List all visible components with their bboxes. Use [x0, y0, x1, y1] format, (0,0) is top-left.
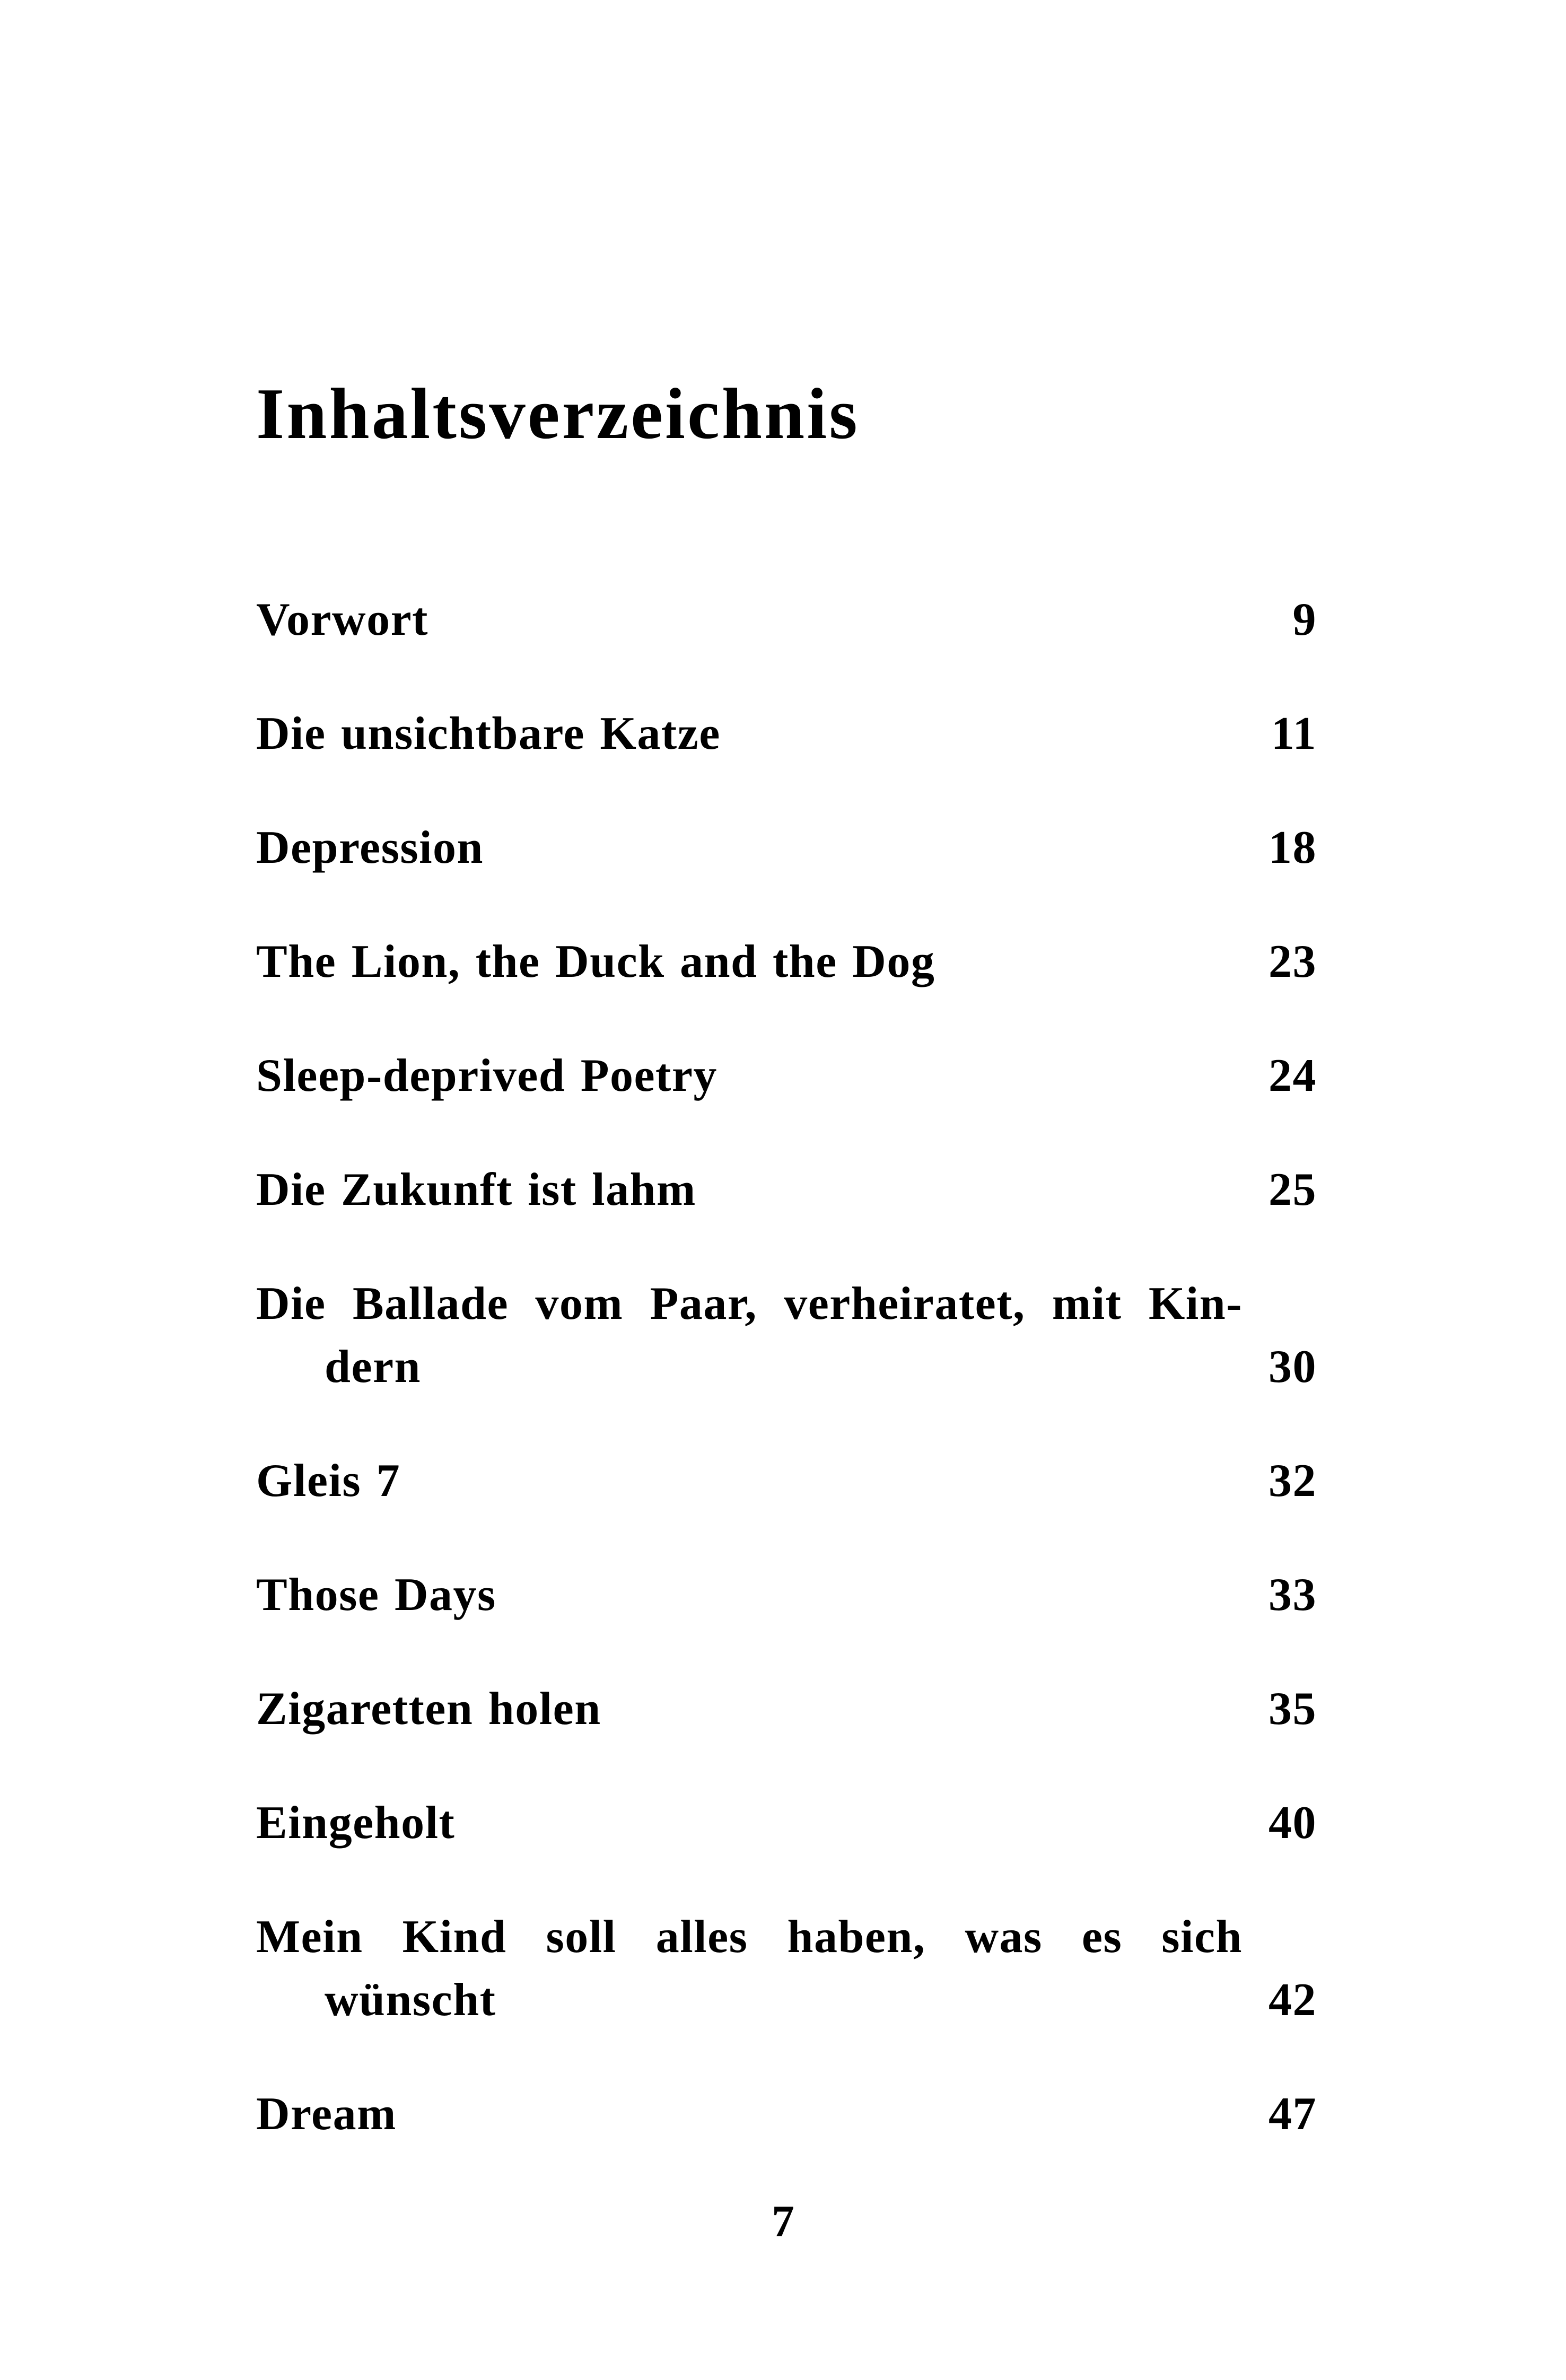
entry-title-line: The Lion, the Duck and the Dog: [256, 936, 935, 987]
entry-page-number: 33: [1268, 1569, 1317, 1621]
entry-title-line: Die unsichtbare Katze: [256, 708, 721, 759]
entry-page-number: 9: [1292, 594, 1317, 645]
entry-title-line: Those Days: [256, 1569, 496, 1621]
toc-entry: [256, 1158, 1317, 1221]
entry-title-line: dern: [325, 1341, 421, 1393]
entry-title-line: Vorwort: [256, 594, 428, 645]
entry-title-line: Eingeholt: [256, 1797, 456, 1849]
toc-entry: [256, 1272, 1317, 1398]
entry-page-number: 40: [1268, 1797, 1317, 1849]
entry-page-number: 18: [1268, 822, 1317, 873]
entry-page-number: 11: [1271, 708, 1317, 759]
entry-title-line: Die Zukunft ist lahm: [256, 1164, 696, 1215]
entry-page-number: 23: [1268, 936, 1317, 987]
toc-entry: [256, 930, 1317, 993]
toc-entry: [256, 702, 1317, 765]
toc-list: [256, 588, 1317, 2197]
entry-title-line: Depression: [256, 822, 484, 873]
entry-title-line: Sleep-deprived Poetry: [256, 1050, 718, 1101]
toc-entry: [256, 1791, 1317, 1854]
toc-entry: [256, 1677, 1317, 1740]
entry-title-line: Gleis 7: [256, 1455, 401, 1507]
toc-entry: [256, 588, 1317, 651]
toc-entry: [256, 2082, 1317, 2146]
entry-page-number: 25: [1268, 1164, 1317, 1215]
entry-page-number: 32: [1268, 1455, 1317, 1507]
entry-page-number: 30: [1268, 1341, 1317, 1393]
toc-entry: [256, 1449, 1317, 1512]
entry-title-line: Die Ballade vom Paar, verheiratet, mit Kin-: [256, 1278, 1243, 1329]
toc-entry: [256, 1563, 1317, 1626]
entry-title-line: Mein Kind soll alles haben, was es sich: [256, 1911, 1243, 1963]
entry-title-line: Dream: [256, 2088, 397, 2140]
page-title: Inhaltsverzeichnis: [256, 373, 860, 454]
toc-entry: [256, 1905, 1317, 2032]
entry-page-number: 35: [1268, 1683, 1317, 1735]
folio-page-number: 7: [772, 2197, 794, 2246]
entry-title-line: wünscht: [325, 1974, 496, 2026]
entry-page-number: 24: [1268, 1050, 1317, 1101]
entry-page-number: 47: [1268, 2088, 1317, 2140]
entry-page-number: 42: [1268, 1974, 1317, 2026]
entry-title-line: Zigaretten holen: [256, 1683, 601, 1735]
toc-entry: [256, 1044, 1317, 1107]
toc-entry: [256, 816, 1317, 879]
